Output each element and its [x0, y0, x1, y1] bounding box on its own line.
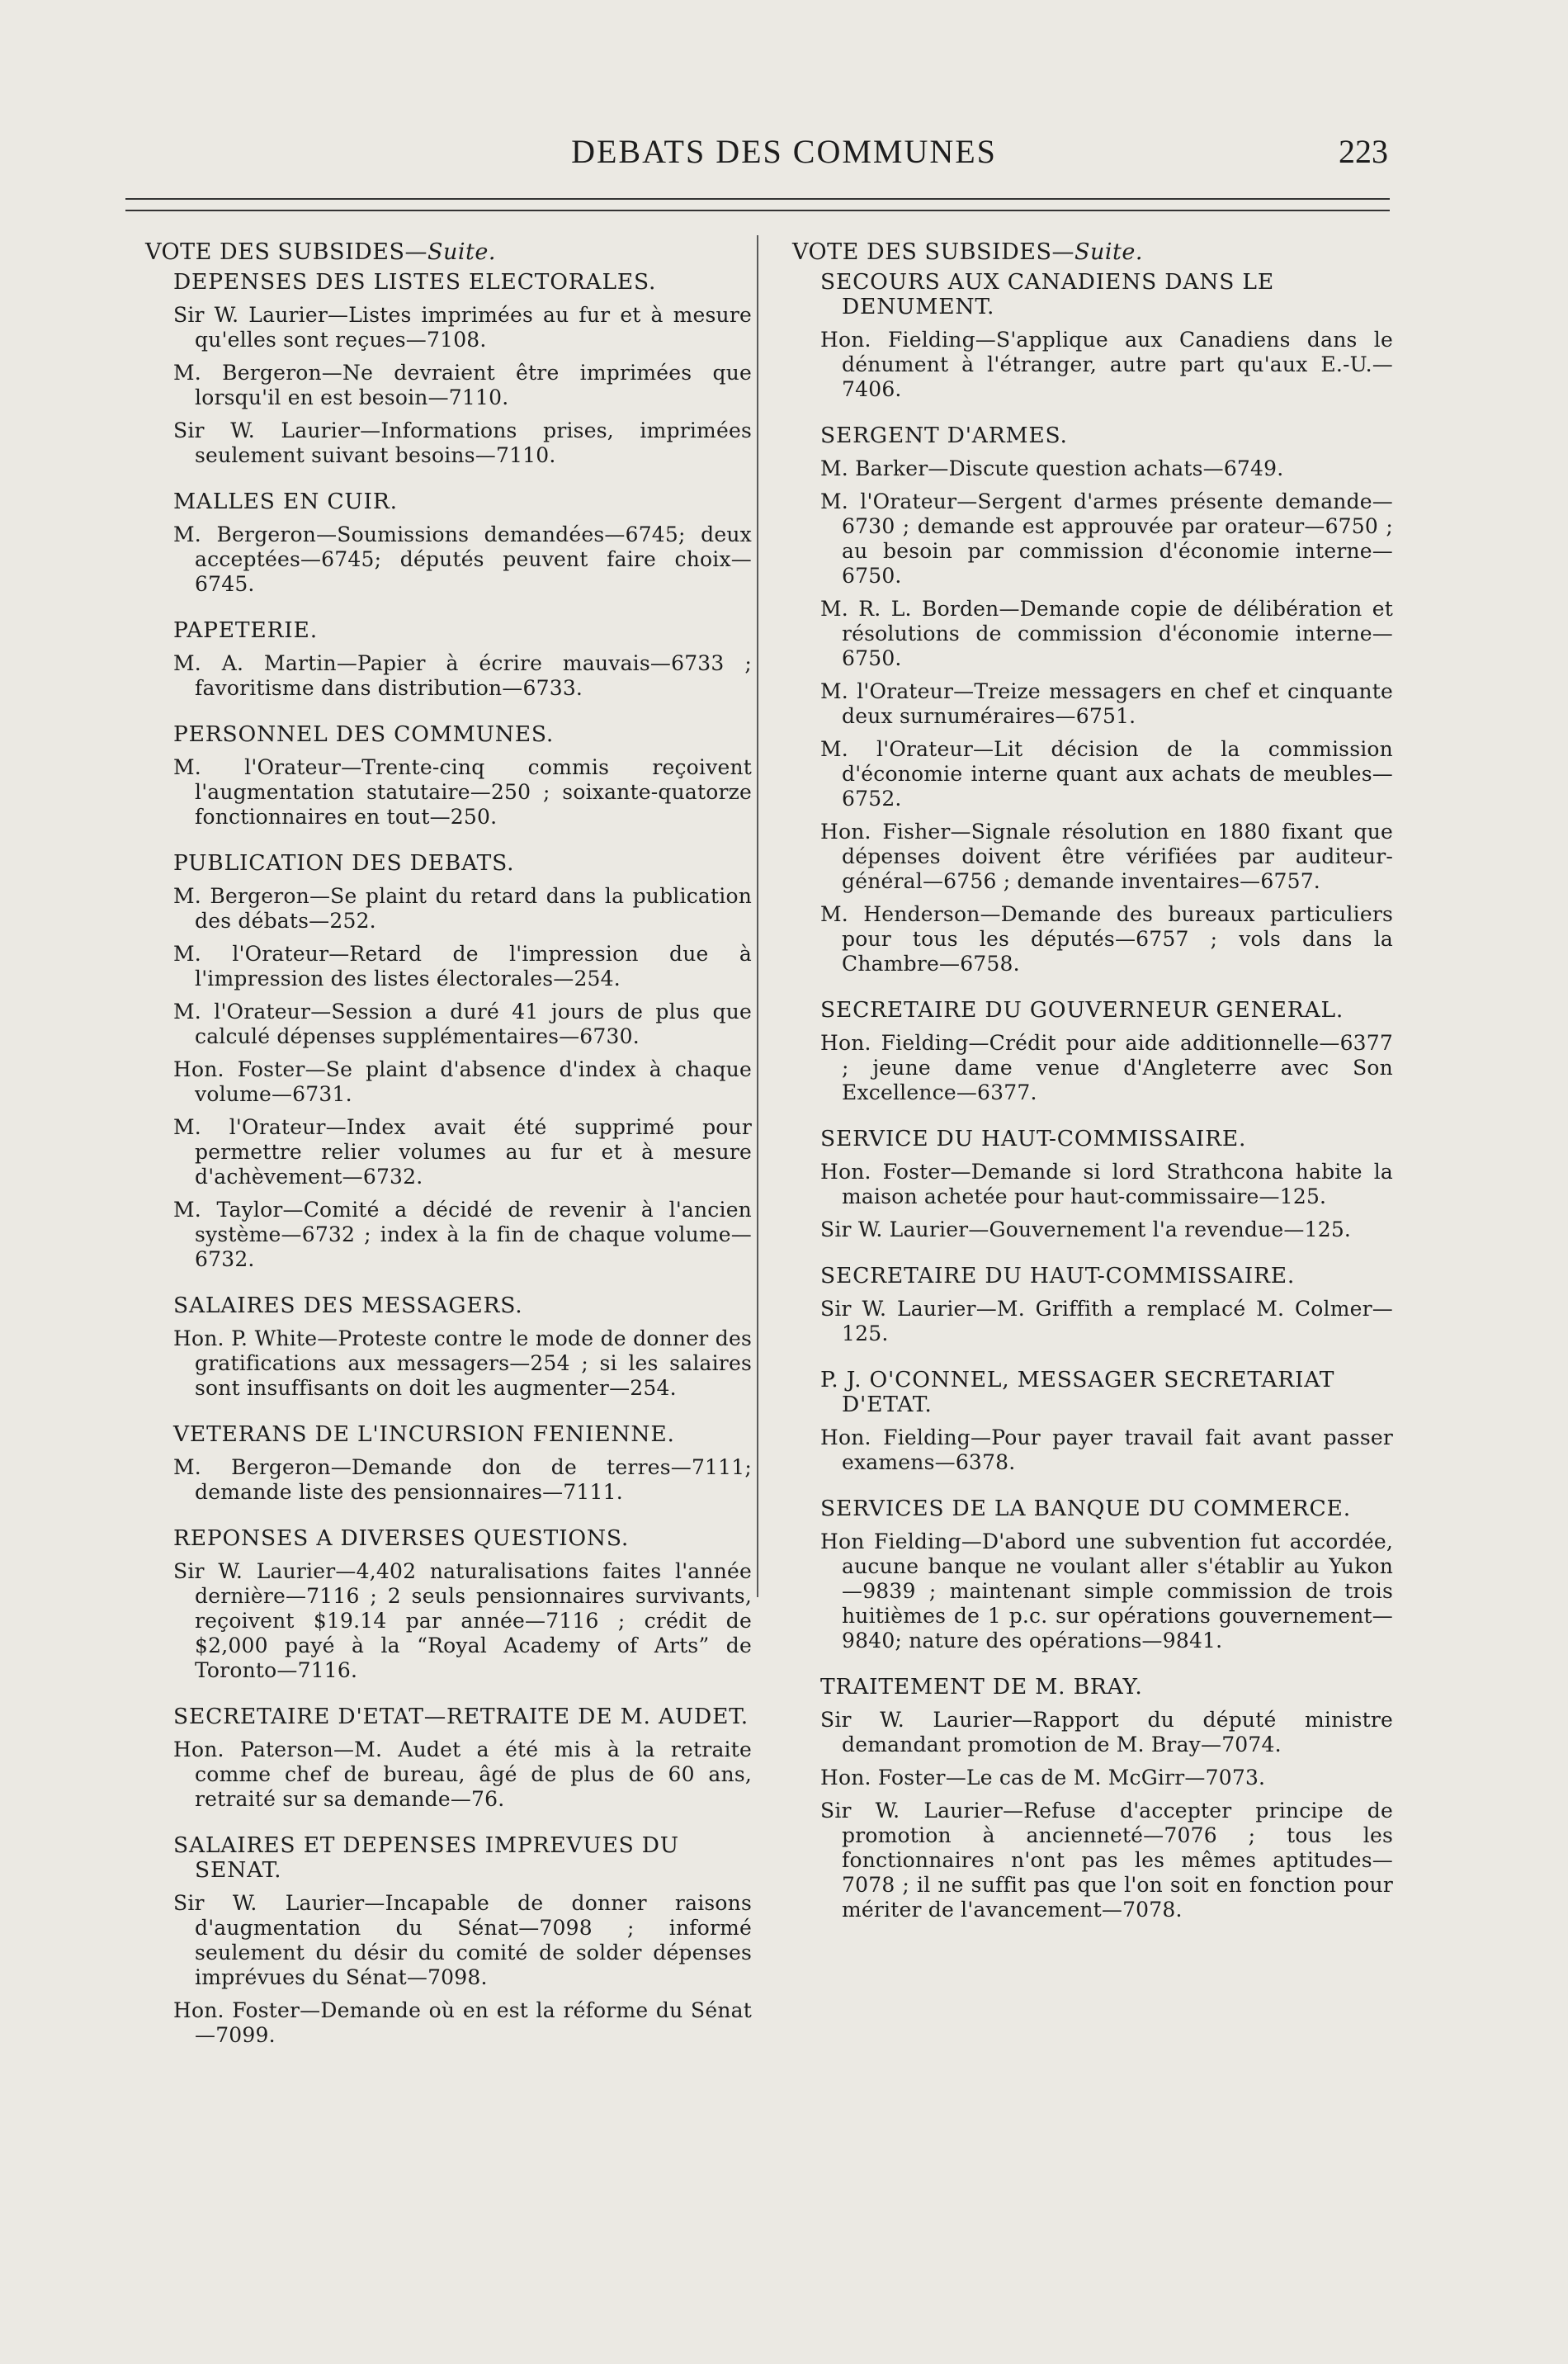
index-entry: Hon. Foster—Le cas de M. McGirr—7073. [820, 1766, 1266, 1790]
index-entry: Sir W. Laurier—Rapport du député ministre demandant promotion de M. Bray—7074. [820, 1708, 1393, 1756]
section-heading: SECRETAIRE DU GOUVERNEUR GENERAL. [820, 997, 1344, 1023]
vote-title-text: VOTE DES SUBSIDES— [145, 239, 428, 265]
index-entry: Sir W. Laurier—Informations prises, imprimées seulement suivant besoins—7110. [173, 418, 752, 467]
section-heading: P. J. O'CONNEL, MESSAGER SECRETARIAT D'ETAT. [820, 1367, 1335, 1417]
index-entry: M. l'Orateur—Index avait été supprimé pour permettre relier volumes au fur et à mesure d'achèvement—6732. [173, 1115, 752, 1189]
section-heading: SERGENT D'ARMES. [820, 423, 1068, 448]
section-heading: SECRETAIRE DU HAUT-COMMISSAIRE. [820, 1263, 1296, 1288]
header-rule-top [125, 198, 1390, 200]
section-heading: SALAIRES ET DEPENSES IMPREVUES DU SENAT. [173, 1832, 679, 1883]
section-heading: SALAIRES DES MESSAGERS. [173, 1293, 523, 1318]
index-entry: Hon. Fielding—Crédit pour aide additionnelle—6377 ; jeune dame venue d'Angleterre avec Son Excellence—6377. [820, 1031, 1393, 1104]
index-entry: M. l'Orateur—Sergent d'armes présente demande—6730 ; demande est approuvée par orateur—6750 ; au besoin par commission d'économie interne—6750. [820, 489, 1393, 588]
index-entry: Sir W. Laurier—4,402 naturalisations faites l'année dernière—7116 ; 2 seuls pensionnaires survivants, reçoivent $19.14 par année—7116 ; crédit de $2,000 payé à la “Royal Academy of Arts” de Toronto—7116. [173, 1559, 752, 1682]
index-entry: M. R. L. Borden—Demande copie de délibération et résolutions de commission d'économie interne—6750. [820, 597, 1393, 670]
index-entry: Sir W. Laurier—Gouvernement l'a revendue—125. [820, 1217, 1352, 1241]
page-number: 223 [1339, 133, 1388, 170]
index-entry: M. l'Orateur—Trente-cinq commis reçoivent l'augmentation statutaire—250 ; soixante-quatorze fonctionnaires en tout—250. [173, 755, 752, 829]
section-heading: REPONSES A DIVERSES QUESTIONS. [173, 1525, 630, 1551]
index-entry: M. l'Orateur—Session a duré 41 jours de plus que calculé dépenses supplémentaires—6730. [173, 1000, 752, 1048]
index-entry: Hon. Paterson—M. Audet a été mis à la retraite comme chef de bureau, âgé de plus de 60 ans, retraité sur sa demande—76. [173, 1738, 752, 1811]
index-entry: Hon. Fielding—Pour payer travail fait avant passer examens—6378. [820, 1425, 1393, 1474]
index-entry: Sir W. Laurier—Refuse d'accepter principe de promotion à ancienneté—7076 ; tous les fonctionnaires n'ont pas les mêmes aptitudes—7078 ; il ne suffit pas que l'on soit en fonction pour mériter de l'avancement—7078. [820, 1799, 1393, 1922]
index-entry: Sir W. Laurier—Incapable de donner raisons d'augmentation du Sénat—7098 ; informé seulement du désir du comité de solder dépenses imprévues du Sénat—7098. [173, 1891, 752, 1989]
section-heading: SECRETAIRE D'ETAT—RETRAITE DE M. AUDET. [173, 1704, 749, 1729]
running-header-title: DEBATS DES COMMUNES [571, 133, 997, 170]
index-entry: M. Bergeron—Soumissions demandées—6745; deux acceptées—6745; députés peuvent faire choix—6745. [173, 522, 752, 596]
header-rule-bottom [125, 210, 1390, 211]
section-heading: SERVICES DE LA BANQUE DU COMMERCE. [820, 1496, 1351, 1521]
index-entry: M. Bergeron—Demande don de terres—7111; demande liste des pensionnaires—7111. [173, 1455, 752, 1504]
index-entry: Sir W. Laurier—M. Griffith a remplacé M. Colmer—125. [820, 1297, 1393, 1345]
vote-title [792, 239, 1393, 265]
index-entry: Hon. Foster—Se plaint d'absence d'index à chaque volume—6731. [173, 1057, 752, 1106]
index-entry: Hon. Fisher—Signale résolution en 1880 fixant que dépenses doivent être vérifiées par auditeur-général—6756 ; demande inventaires—6757. [820, 820, 1393, 893]
index-entry: M. l'Orateur—Retard de l'impression due à l'impression des listes électorales—254. [173, 942, 752, 991]
index-entry: Hon. Foster—Demande où en est la réforme du Sénat—7099. [173, 1998, 752, 2047]
section-heading: PAPETERIE. [173, 617, 318, 643]
index-entry: Hon Fielding—D'abord une subvention fut accordée, aucune banque ne voulant aller s'établir au Yukon—9839 ; maintenant simple commission de trois huitièmes de 1 p.c. sur opérations gouvernement—9840; nature des opérations—9841. [820, 1530, 1393, 1652]
section-heading: TRAITEMENT DE M. BRAY. [820, 1674, 1143, 1700]
index-entry: M. Bergeron—Se plaint du retard dans la publication des débats—252. [173, 884, 752, 933]
section-heading: VETERANS DE L'INCURSION FENIENNE. [173, 1421, 675, 1447]
section-heading: DEPENSES DES LISTES ELECTORALES. [173, 269, 657, 295]
index-entry: M. Henderson—Demande des bureaux particuliers pour tous les députés—6757 ; vols dans la Chambre—6758. [820, 902, 1393, 976]
index-entry: Hon. Foster—Demande si lord Strathcona habite la maison achetée pour haut-commissaire—125. [820, 1160, 1393, 1208]
index-entry: M. l'Orateur—Lit décision de la commission d'économie interne quant aux achats de meubles—6752. [820, 737, 1393, 811]
section-heading: SERVICE DU HAUT-COMMISSAIRE. [820, 1126, 1247, 1151]
index-entry: M. l'Orateur—Treize messagers en chef et cinquante deux surnuméraires—6751. [820, 679, 1393, 728]
section-heading: MALLES EN CUIR. [173, 489, 398, 514]
index-entry: M. A. Martin—Papier à écrire mauvais—6733 ; favoritisme dans distribution—6733. [173, 651, 752, 700]
section-heading: PERSONNEL DES COMMUNES. [173, 721, 555, 747]
index-entry: Hon. P. White—Proteste contre le mode de donner des gratifications aux messagers—254 ; si les salaires sont insuffisants on doit les augmenter—254. [173, 1326, 752, 1400]
index-entry: M. Taylor—Comité a décidé de revenir à l'ancien système—6732 ; index à la fin de chaque volume—6732. [173, 1198, 752, 1271]
vote-suite: Suite. [427, 239, 496, 265]
index-entry: Sir W. Laurier—Listes imprimées au fur et à mesure qu'elles sont reçues—7108. [173, 303, 752, 352]
section-heading: SECOURS AUX CANADIENS DANS LE DENUMENT. [820, 269, 1274, 319]
right-column [792, 239, 1393, 1931]
index-entry: Hon. Fielding—S'applique aux Canadiens dans le dénument à l'étranger, autre part qu'aux E.-U.—7406. [820, 328, 1393, 401]
vote-suite: Suite. [1074, 239, 1143, 265]
section-heading: PUBLICATION DES DEBATS. [173, 850, 515, 876]
vote-title-text: VOTE DES SUBSIDES— [792, 239, 1075, 265]
index-entry: M. Bergeron—Ne devraient être imprimées que lorsqu'il en est besoin—7110. [173, 361, 752, 409]
column-divider [757, 235, 758, 1597]
left-column [145, 239, 752, 2056]
index-entry: M. Barker—Discute question achats—6749. [820, 456, 1284, 480]
vote-title [145, 239, 752, 265]
